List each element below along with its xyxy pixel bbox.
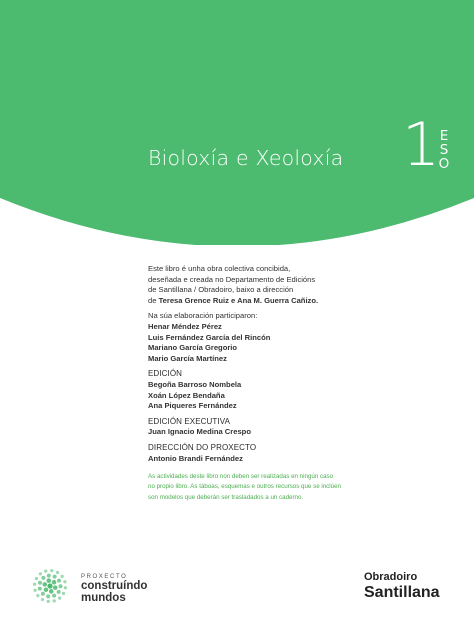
logo-dot bbox=[47, 600, 50, 603]
logo-dot bbox=[39, 572, 42, 575]
logo-dot bbox=[35, 577, 38, 580]
project-heading: DIRECCIÓN DO PROXECTO bbox=[148, 442, 257, 452]
stage-label bbox=[437, 129, 451, 171]
logo-dot bbox=[53, 585, 58, 590]
note-line: no propio libro. As táboas, esquemas e outros recursos que se inclúen bbox=[148, 483, 341, 491]
stage-letter: O bbox=[438, 156, 450, 172]
intro-block bbox=[148, 264, 448, 306]
intro-line: deseñada e creada no Departamento de Edicións bbox=[148, 274, 316, 284]
participants-heading: Na súa elaboración participaron: bbox=[148, 311, 258, 321]
directors-line bbox=[148, 296, 448, 307]
logo-dot bbox=[64, 586, 67, 589]
participant-name: Luis Fernández García del Rincón bbox=[148, 332, 271, 342]
logo-dot bbox=[46, 578, 51, 583]
participants-block bbox=[148, 311, 448, 364]
logo-dot bbox=[41, 592, 45, 596]
credits-section bbox=[148, 264, 448, 503]
stage-letter: E bbox=[439, 128, 449, 144]
logo-dot bbox=[61, 575, 64, 578]
grade-number: 1 bbox=[402, 110, 441, 180]
logo-dot bbox=[47, 574, 51, 578]
logo-dot bbox=[62, 592, 65, 595]
logo-dot bbox=[34, 589, 37, 592]
logo-dot bbox=[44, 587, 49, 592]
edition-heading: EDICIÓN bbox=[148, 369, 183, 379]
directors-names: Teresa Grence Ruiz e Ana M. Guerra Cañizo. bbox=[158, 295, 319, 305]
logo-dot bbox=[59, 584, 63, 588]
participant-name: Mariano García Gregorio bbox=[148, 343, 238, 353]
logo-dot bbox=[53, 599, 56, 602]
logo-dot bbox=[50, 569, 53, 572]
logo-dot bbox=[33, 583, 36, 586]
publisher-imprint: Obradoiro bbox=[364, 571, 418, 583]
logo-dot bbox=[53, 575, 57, 579]
note-line: As actividades deste libro non deben ser realizadas en ningún caso bbox=[148, 473, 334, 481]
project-director-name: Antonio Brandi Fernández bbox=[148, 453, 243, 463]
executive-block bbox=[148, 417, 448, 438]
publisher-name: Santillana bbox=[364, 584, 440, 601]
logo-dot bbox=[63, 580, 66, 583]
note-line: son modelos que deberán ser trasladados a un caderno. bbox=[148, 493, 304, 501]
editor-name: Xoán López Bendaña bbox=[148, 390, 225, 400]
logo-dot bbox=[52, 580, 57, 585]
logo-dot bbox=[49, 589, 54, 594]
project-name bbox=[81, 580, 147, 604]
logo-dot bbox=[57, 579, 61, 583]
executive-heading: EDICIÓN EXECUTIVA bbox=[148, 416, 231, 426]
publisher-logo bbox=[364, 571, 448, 602]
intro-line: de Santillana / Obradoiro, baixo a dirección bbox=[148, 285, 294, 295]
project-label: PROXECTO bbox=[81, 574, 128, 580]
project-name-line: mundos bbox=[81, 592, 126, 604]
logo-dot bbox=[47, 583, 52, 588]
directors-prefix: de bbox=[148, 295, 157, 305]
logo-dot bbox=[44, 570, 47, 573]
participant-name: Mario García Martínez bbox=[148, 353, 227, 363]
executive-name: Juan Ignacio Medina Crespo bbox=[148, 427, 251, 437]
edition-block bbox=[148, 369, 448, 411]
logo-dot bbox=[46, 594, 50, 598]
logo-dot bbox=[42, 582, 47, 587]
logo-dot bbox=[58, 597, 61, 600]
book-title: Bioloxía e Xeoloxía bbox=[148, 146, 344, 170]
editor-name: Ana Piqueres Fernández bbox=[148, 401, 237, 411]
editor-name: Begoña Barroso Nombela bbox=[148, 379, 242, 389]
project-block bbox=[148, 443, 448, 464]
project-name-line: construíndo bbox=[81, 580, 148, 592]
logo-dot bbox=[41, 598, 44, 601]
logo-dot bbox=[41, 576, 45, 580]
intro-line: Este libro é unha obra colectiva concibida, bbox=[148, 264, 291, 273]
logo-dot bbox=[57, 590, 61, 594]
logo-dot bbox=[56, 571, 59, 574]
logo-dot bbox=[36, 594, 39, 597]
logo-dot bbox=[52, 594, 56, 598]
stage-letter: S bbox=[439, 142, 449, 158]
logo-dot bbox=[38, 587, 42, 591]
logo-dot bbox=[38, 581, 42, 585]
activities-note bbox=[148, 472, 448, 503]
participant-name: Henar Méndez Pérez bbox=[148, 321, 222, 331]
